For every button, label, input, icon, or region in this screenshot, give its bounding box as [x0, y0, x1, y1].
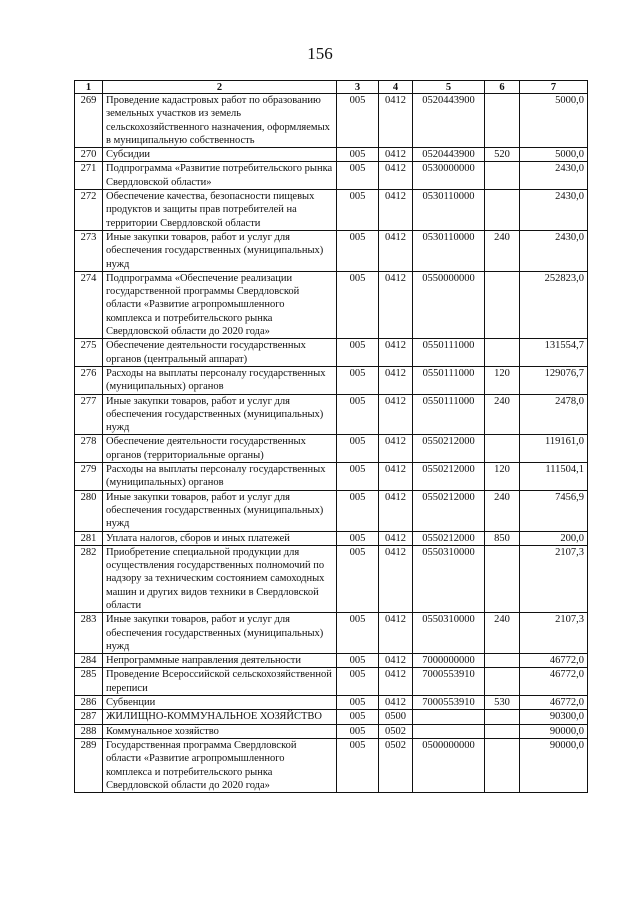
row-number-cell: 271 [75, 162, 103, 190]
item-name-cell: Иные закупки товаров, работ и услуг для обеспечения государственных (муниципальных) нужд [103, 490, 337, 531]
item-name-cell: Проведение Всероссийской сельскохозяйственной переписи [103, 668, 337, 696]
amount-cell: 129076,7 [520, 366, 588, 394]
section-code-cell: 0412 [379, 271, 413, 338]
expense-type-cell: 530 [485, 696, 520, 710]
expense-type-cell [485, 654, 520, 668]
amount-cell: 2430,0 [520, 230, 588, 271]
column-header-expense-type: 6 [485, 81, 520, 94]
section-code-cell: 0412 [379, 490, 413, 531]
amount-cell: 131554,7 [520, 339, 588, 367]
table-row [75, 710, 588, 724]
admin-code-cell: 005 [337, 148, 379, 162]
admin-code-cell: 005 [337, 94, 379, 148]
item-name-cell: Государственная программа Свердловской области «Развитие агропромышленного комплекса и потребительского рынка Свердловской области до 2020 года» [103, 738, 337, 792]
section-code-cell: 0412 [379, 94, 413, 148]
expense-type-cell [485, 710, 520, 724]
expense-type-cell [485, 190, 520, 231]
amount-cell: 252823,0 [520, 271, 588, 338]
item-name-cell: Проведение кадастровых работ по образованию земельных участков из земель сельскохозяйственного назначения, оформляемых в муниципальную собственность [103, 94, 337, 148]
amount-cell: 90000,0 [520, 724, 588, 738]
section-code-cell: 0412 [379, 531, 413, 545]
row-number-cell: 289 [75, 738, 103, 792]
row-number-cell: 281 [75, 531, 103, 545]
table-row [75, 394, 588, 435]
section-code-cell: 0500 [379, 710, 413, 724]
amount-cell: 46772,0 [520, 654, 588, 668]
section-code-cell: 0502 [379, 738, 413, 792]
section-code-cell: 0412 [379, 668, 413, 696]
header-row [75, 81, 588, 94]
table-row [75, 545, 588, 612]
row-number-cell: 274 [75, 271, 103, 338]
amount-cell: 7456,9 [520, 490, 588, 531]
table-row [75, 148, 588, 162]
target-code-cell: 0550000000 [413, 271, 485, 338]
item-name-cell: ЖИЛИЩНО-КОММУНАЛЬНОЕ ХОЗЯЙСТВО [103, 710, 337, 724]
section-code-cell: 0412 [379, 394, 413, 435]
amount-cell: 119161,0 [520, 435, 588, 463]
section-code-cell: 0412 [379, 463, 413, 491]
table-row [75, 366, 588, 394]
target-code-cell: 0550212000 [413, 463, 485, 491]
target-code-cell [413, 710, 485, 724]
section-code-cell: 0502 [379, 724, 413, 738]
table-row [75, 162, 588, 190]
item-name-cell: Иные закупки товаров, работ и услуг для обеспечения государственных (муниципальных) нужд [103, 230, 337, 271]
item-name-cell: Субвенции [103, 696, 337, 710]
expense-type-cell: 240 [485, 230, 520, 271]
section-code-cell: 0412 [379, 545, 413, 612]
section-code-cell: 0412 [379, 162, 413, 190]
admin-code-cell: 005 [337, 435, 379, 463]
amount-cell: 46772,0 [520, 668, 588, 696]
admin-code-cell: 005 [337, 463, 379, 491]
admin-code-cell: 005 [337, 738, 379, 792]
section-code-cell: 0412 [379, 230, 413, 271]
target-code-cell: 0520443900 [413, 148, 485, 162]
budget-table [74, 80, 588, 793]
item-name-cell: Иные закупки товаров, работ и услуг для обеспечения государственных (муниципальных) нужд [103, 613, 337, 654]
admin-code-cell: 005 [337, 545, 379, 612]
table-row [75, 654, 588, 668]
item-name-cell: Обеспечение деятельности государственных органов (территориальные органы) [103, 435, 337, 463]
target-code-cell: 0530110000 [413, 190, 485, 231]
target-code-cell: 0530000000 [413, 162, 485, 190]
item-name-cell: Обеспечение качества, безопасности пищевых продуктов и защиты прав потребителей на территории Свердловской области [103, 190, 337, 231]
row-number-cell: 286 [75, 696, 103, 710]
target-code-cell: 0550212000 [413, 435, 485, 463]
row-number-cell: 279 [75, 463, 103, 491]
target-code-cell: 0550212000 [413, 490, 485, 531]
table-row [75, 435, 588, 463]
target-code-cell: 0550310000 [413, 613, 485, 654]
amount-cell: 2107,3 [520, 545, 588, 612]
item-name-cell: Подпрограмма «Развитие потребительского рынка Свердловской области» [103, 162, 337, 190]
row-number-cell: 280 [75, 490, 103, 531]
expense-type-cell: 240 [485, 490, 520, 531]
table-row [75, 724, 588, 738]
row-number-cell: 288 [75, 724, 103, 738]
admin-code-cell: 005 [337, 366, 379, 394]
expense-type-cell: 120 [485, 463, 520, 491]
admin-code-cell: 005 [337, 531, 379, 545]
admin-code-cell: 005 [337, 668, 379, 696]
section-code-cell: 0412 [379, 696, 413, 710]
table-row [75, 613, 588, 654]
item-name-cell: Обеспечение деятельности государственных органов (центральный аппарат) [103, 339, 337, 367]
expense-type-cell: 240 [485, 394, 520, 435]
target-code-cell: 0520443900 [413, 94, 485, 148]
column-header-admin-code: 3 [337, 81, 379, 94]
admin-code-cell: 005 [337, 696, 379, 710]
target-code-cell: 0550111000 [413, 394, 485, 435]
expense-type-cell [485, 668, 520, 696]
section-code-cell: 0412 [379, 613, 413, 654]
item-name-cell: Приобретение специальной продукции для осуществления государственных полномочий по надзору за техническим состоянием самоходных машин и других видов техники в Свердловской области [103, 545, 337, 612]
amount-cell: 2430,0 [520, 190, 588, 231]
expense-type-cell [485, 545, 520, 612]
table-row [75, 463, 588, 491]
admin-code-cell: 005 [337, 190, 379, 231]
expense-type-cell [485, 162, 520, 190]
target-code-cell: 7000553910 [413, 696, 485, 710]
target-code-cell: 0550212000 [413, 531, 485, 545]
expense-type-cell: 120 [485, 366, 520, 394]
row-number-cell: 272 [75, 190, 103, 231]
section-code-cell: 0412 [379, 190, 413, 231]
row-number-cell: 278 [75, 435, 103, 463]
item-name-cell: Уплата налогов, сборов и иных платежей [103, 531, 337, 545]
table-row [75, 190, 588, 231]
admin-code-cell: 005 [337, 613, 379, 654]
row-number-cell: 269 [75, 94, 103, 148]
section-code-cell: 0412 [379, 654, 413, 668]
admin-code-cell: 005 [337, 710, 379, 724]
expense-type-cell: 520 [485, 148, 520, 162]
section-code-cell: 0412 [379, 148, 413, 162]
section-code-cell: 0412 [379, 339, 413, 367]
amount-cell: 2107,3 [520, 613, 588, 654]
expense-type-cell: 850 [485, 531, 520, 545]
target-code-cell: 0550111000 [413, 366, 485, 394]
row-number-cell: 287 [75, 710, 103, 724]
row-number-cell: 284 [75, 654, 103, 668]
row-number-cell: 283 [75, 613, 103, 654]
row-number-cell: 282 [75, 545, 103, 612]
target-code-cell [413, 724, 485, 738]
expense-type-cell [485, 738, 520, 792]
target-code-cell: 0550310000 [413, 545, 485, 612]
target-code-cell: 7000553910 [413, 668, 485, 696]
column-header-row-number: 1 [75, 81, 103, 94]
column-header-amount: 7 [520, 81, 588, 94]
admin-code-cell: 005 [337, 654, 379, 668]
amount-cell: 2430,0 [520, 162, 588, 190]
amount-cell: 46772,0 [520, 696, 588, 710]
item-name-cell: Иные закупки товаров, работ и услуг для обеспечения государственных (муниципальных) нужд [103, 394, 337, 435]
table-row [75, 271, 588, 338]
row-number-cell: 273 [75, 230, 103, 271]
table-row [75, 339, 588, 367]
item-name-cell: Расходы на выплаты персоналу государственных (муниципальных) органов [103, 366, 337, 394]
column-header-name: 2 [103, 81, 337, 94]
amount-cell: 90300,0 [520, 710, 588, 724]
table-row [75, 738, 588, 792]
target-code-cell: 0500000000 [413, 738, 485, 792]
amount-cell: 5000,0 [520, 148, 588, 162]
admin-code-cell: 005 [337, 271, 379, 338]
expense-type-cell [485, 339, 520, 367]
row-number-cell: 270 [75, 148, 103, 162]
target-code-cell: 0550111000 [413, 339, 485, 367]
amount-cell: 200,0 [520, 531, 588, 545]
row-number-cell: 275 [75, 339, 103, 367]
row-number-cell: 277 [75, 394, 103, 435]
column-header-section-code: 4 [379, 81, 413, 94]
table-row [75, 531, 588, 545]
expense-type-cell [485, 435, 520, 463]
admin-code-cell: 005 [337, 724, 379, 738]
amount-cell: 5000,0 [520, 94, 588, 148]
table-row [75, 696, 588, 710]
admin-code-cell: 005 [337, 394, 379, 435]
amount-cell: 90000,0 [520, 738, 588, 792]
expense-type-cell [485, 724, 520, 738]
item-name-cell: Коммунальное хозяйство [103, 724, 337, 738]
row-number-cell: 276 [75, 366, 103, 394]
expense-type-cell [485, 271, 520, 338]
item-name-cell: Субсидии [103, 148, 337, 162]
table-row [75, 668, 588, 696]
admin-code-cell: 005 [337, 162, 379, 190]
item-name-cell: Подпрограмма «Обеспечение реализации государственной программы Свердловской области «Развитие агропромышленного комплекса и потребительского рынка Свердловской области до 2020 года» [103, 271, 337, 338]
section-code-cell: 0412 [379, 435, 413, 463]
item-name-cell: Расходы на выплаты персоналу государственных (муниципальных) органов [103, 463, 337, 491]
target-code-cell: 0530110000 [413, 230, 485, 271]
admin-code-cell: 005 [337, 490, 379, 531]
expense-type-cell: 240 [485, 613, 520, 654]
row-number-cell: 285 [75, 668, 103, 696]
admin-code-cell: 005 [337, 339, 379, 367]
admin-code-cell: 005 [337, 230, 379, 271]
page-number: 156 [307, 44, 333, 63]
expense-type-cell [485, 94, 520, 148]
column-header-target-code: 5 [413, 81, 485, 94]
table-row [75, 230, 588, 271]
amount-cell: 2478,0 [520, 394, 588, 435]
item-name-cell: Непрограммные направления деятельности [103, 654, 337, 668]
amount-cell: 111504,1 [520, 463, 588, 491]
target-code-cell: 7000000000 [413, 654, 485, 668]
table-row [75, 94, 588, 148]
section-code-cell: 0412 [379, 366, 413, 394]
table-row [75, 490, 588, 531]
